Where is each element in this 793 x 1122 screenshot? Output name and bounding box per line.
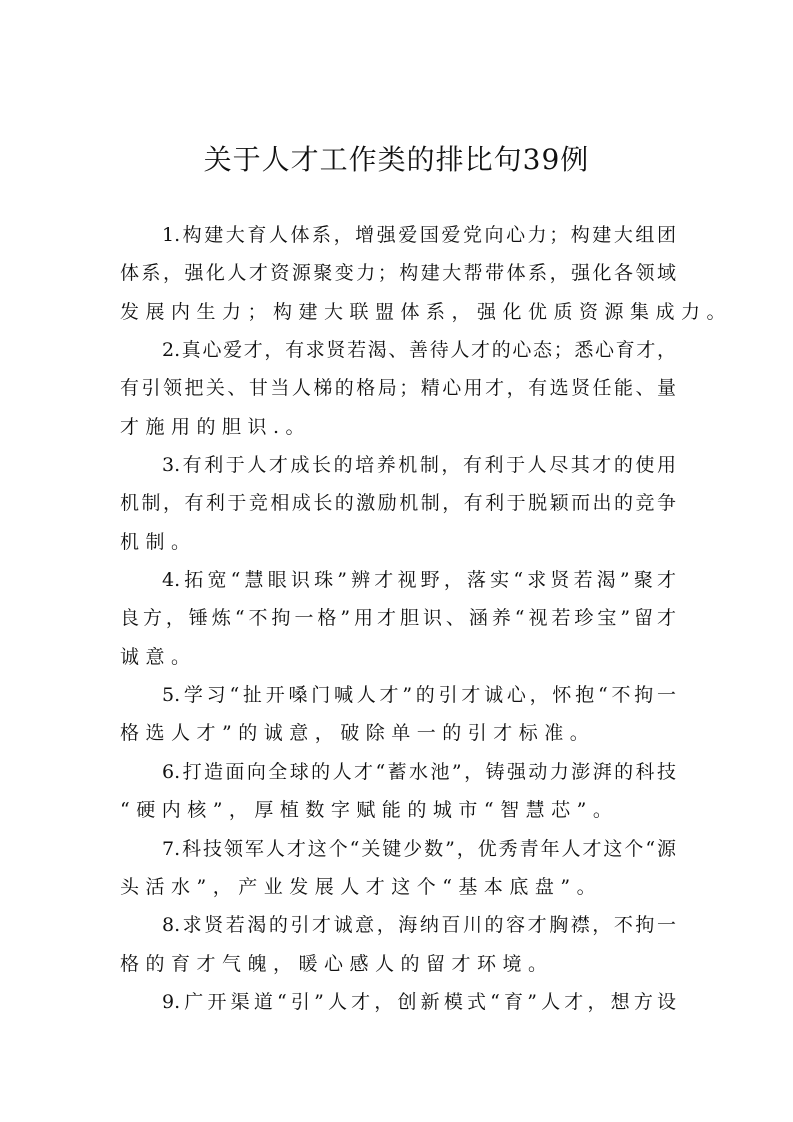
paragraph-line: 5.学习“扯开嗓门喊人才”的引才诚心，怀抱“不拘一 — [162, 684, 676, 707]
paragraph-line: 发展内生力；构建大联盟体系，强化优质资源集成力。 — [120, 300, 733, 323]
paragraph-line: 3.有利于人才成长的培养机制，有利于人尽其才的使用 — [162, 454, 676, 477]
paragraph-line: 格选人才”的诚意，破除单一的引才标准。 — [120, 722, 596, 745]
paragraph-line: 6.打造面向全球的人才“蓄水池”，铸强动力澎湃的科技 — [162, 760, 676, 783]
paragraph-line: 体系，强化人才资源聚变力；构建大帮带体系，强化各领域 — [120, 262, 676, 285]
paragraph-line: 机制。 — [120, 530, 197, 553]
paragraph-5 — [120, 676, 676, 753]
paragraph-line: 9.广开渠道“引”人才，创新模式“育”人才，想方设 — [162, 990, 676, 1013]
paragraph-line: 2.真心爱才，有求贤若渴、善待人才的心态；悉心育才， — [162, 339, 676, 362]
paragraph-line: 机制，有利于竞相成长的激励机制，有利于脱颖而出的竞争 — [120, 492, 676, 515]
paragraph-line: 7.科技领军人才这个“关键少数”，优秀青年人才这个“源 — [162, 837, 676, 860]
paragraph-line: 诚意。 — [120, 645, 197, 668]
paragraph-line: 4.拓宽“慧眼识珠”辨才视野，落实“求贤若渴”聚才 — [162, 569, 676, 592]
document-body — [120, 216, 733, 1021]
paragraph-line: 1.构建大育人体系，增强爱国爱党向心力；构建大组团 — [162, 224, 676, 246]
paragraph-line: 才施用的胆识.。 — [120, 415, 312, 438]
paragraph-line: 8.求贤若渴的引才诚意，海纳百川的容才胸襟，不拘一 — [162, 914, 676, 937]
paragraph-line: 良方，锤炼“不拘一格”用才胆识、涵养“视若珍宝”留才 — [120, 607, 676, 630]
paragraph-line: 头活水”，产业发展人才这个“基本底盘”。 — [120, 875, 603, 898]
paragraph-line: 有引领把关、甘当人梯的格局；精心用才，有选贤任能、量 — [120, 377, 676, 400]
paragraph-7 — [120, 830, 676, 907]
paragraph-line: “硬内核”，厚植数字赋能的城市“智慧芯”。 — [120, 799, 619, 822]
document-title: 关于人才工作类的排比句39例 — [203, 143, 590, 176]
paragraph-line: 格的育才气魄，暖心感人的留才环境。 — [120, 952, 554, 975]
paragraph-9 — [120, 983, 676, 1021]
paragraph-6 — [120, 753, 676, 830]
paragraph-1 — [120, 216, 733, 331]
paragraph-3 — [120, 446, 676, 561]
paragraph-2 — [120, 331, 676, 446]
paragraph-8 — [120, 906, 676, 983]
paragraph-4 — [120, 561, 676, 676]
